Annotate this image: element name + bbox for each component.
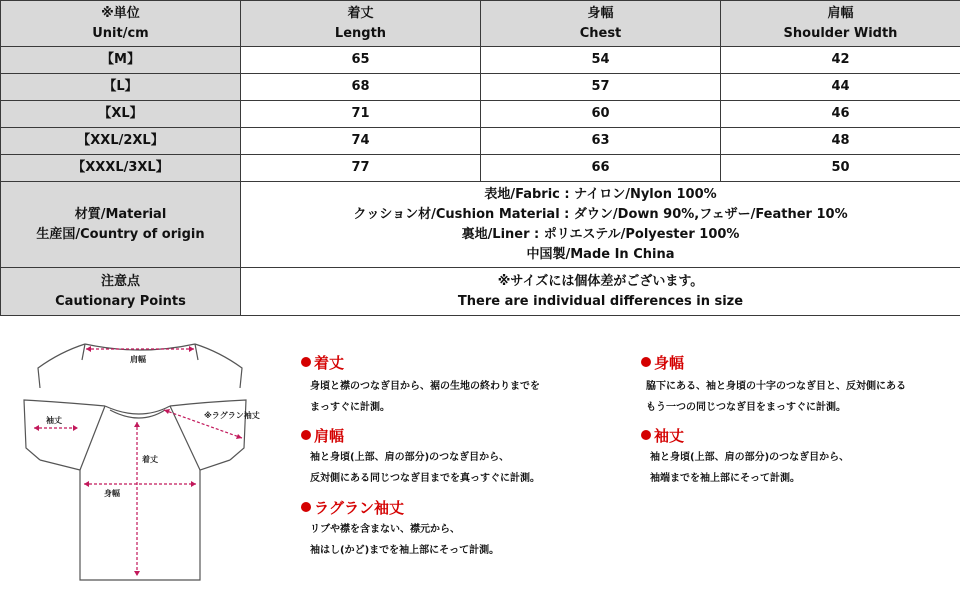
note-shoulder-title — [301, 426, 344, 446]
table-header-row — [1, 1, 960, 47]
material-value-cell — [241, 182, 960, 268]
chest-value: 60 — [481, 101, 721, 128]
caution-label-jp: 注意点 — [101, 274, 140, 289]
table-row — [1, 128, 960, 155]
material-label-cell — [1, 182, 241, 268]
material-label: 材質/Material — [75, 207, 167, 222]
liner-line: 裏地/Liner : ポリエステル/Polyester 100% — [462, 227, 740, 242]
chest-header-cell — [481, 1, 721, 47]
note-sleeve-title — [641, 426, 684, 446]
note-chest-title-text: 身幅 — [654, 354, 684, 372]
size-cell: 【M】 — [1, 47, 241, 74]
caution-value-cell — [241, 268, 960, 316]
length-value: 77 — [241, 155, 481, 182]
garment-diagram — [0, 330, 290, 600]
shoulder-value: 42 — [721, 47, 960, 74]
note-shoulder-line: 袖と身頃(上部、肩の部分)のつなぎ目から、 — [310, 451, 509, 465]
unit-label-jp: ※単位 — [101, 6, 140, 21]
chest-label-en: Chest — [580, 26, 622, 41]
note-raglan-title-text: ラグラン袖丈 — [314, 499, 404, 517]
origin-line: 中国製/Made In China — [526, 247, 674, 262]
note-sleeve-line: 袖と身頃(上部、肩の部分)のつなぎ目から、 — [650, 451, 849, 465]
chest-value: 63 — [481, 128, 721, 155]
length-label-en: Length — [335, 26, 386, 41]
diagram-sleeve-label: 袖丈 — [46, 415, 62, 426]
fabric-line: 表地/Fabric : ナイロン/Nylon 100% — [484, 187, 716, 202]
note-chest-line: 脇下にある、袖と身頃の十字のつなぎ目と、反対側にある — [646, 380, 906, 394]
shoulder-label-en: Shoulder Width — [784, 26, 898, 41]
note-length-line: 身頃と襟のつなぎ目から、裾の生地の終わりまでを — [310, 380, 540, 394]
chest-value: 66 — [481, 155, 721, 182]
table-row — [1, 155, 960, 182]
note-sleeve-line: 袖端までを袖上部にそって計測。 — [650, 472, 800, 486]
origin-label: 生産国/Country of origin — [36, 227, 204, 242]
bullet-dot-icon — [641, 430, 651, 440]
unit-label-en: Unit/cm — [92, 26, 148, 41]
table-row — [1, 74, 960, 101]
note-length-title-text: 着丈 — [314, 354, 344, 372]
chest-value: 54 — [481, 47, 721, 74]
note-raglan-title — [301, 498, 404, 518]
note-chest-title — [641, 353, 684, 373]
note-sleeve-title-text: 袖丈 — [654, 427, 684, 445]
material-row — [1, 182, 960, 268]
shoulder-value: 50 — [721, 155, 960, 182]
table-row — [1, 47, 960, 74]
shoulder-value: 46 — [721, 101, 960, 128]
note-chest-line: もう一つの同じつなぎ目をまっすぐに計測。 — [646, 401, 846, 415]
unit-header-cell — [1, 1, 241, 47]
diagram-shoulder-label: 肩幅 — [130, 354, 146, 365]
length-value: 71 — [241, 101, 481, 128]
cushion-line: クッション材/Cushion Material : ダウン/Down 90%,フェザー/Feather 10% — [353, 207, 847, 222]
note-shoulder-title-text: 肩幅 — [314, 427, 344, 445]
bullet-dot-icon — [301, 502, 311, 512]
size-cell: 【XL】 — [1, 101, 241, 128]
shoulder-value: 44 — [721, 74, 960, 101]
note-length-line: まっすぐに計測。 — [310, 401, 390, 415]
length-value: 74 — [241, 128, 481, 155]
length-value: 68 — [241, 74, 481, 101]
measurement-diagram — [0, 330, 290, 600]
caution-line-jp: ※サイズには個体差がございます。 — [498, 274, 704, 289]
size-cell: 【XXXL/3XL】 — [1, 155, 241, 182]
shoulder-label-jp: 肩幅 — [827, 6, 853, 21]
shoulder-value: 48 — [721, 128, 960, 155]
diagram-raglan-label: ※ラグラン袖丈 — [204, 410, 260, 421]
note-raglan-line: リブや襟を含まない、襟元から、 — [310, 523, 460, 537]
table-row — [1, 101, 960, 128]
diagram-chest-label: 身幅 — [104, 488, 120, 499]
chest-value: 57 — [481, 74, 721, 101]
caution-line-en: There are individual differences in size — [458, 294, 743, 309]
bullet-dot-icon — [641, 357, 651, 367]
diagram-length-label: 着丈 — [142, 454, 158, 465]
caution-label-en: Cautionary Points — [55, 294, 186, 309]
note-shoulder-line: 反対側にある同じつなぎ目までを真っすぐに計測。 — [310, 472, 540, 486]
note-raglan-line: 袖はし(かど)までを袖上部にそって計測。 — [310, 544, 499, 558]
size-cell: 【XXL/2XL】 — [1, 128, 241, 155]
note-length-title — [301, 353, 344, 373]
caution-row — [1, 268, 960, 316]
chest-label-jp: 身幅 — [587, 6, 613, 21]
size-cell: 【L】 — [1, 74, 241, 101]
shoulder-header-cell — [721, 1, 960, 47]
bullet-dot-icon — [301, 430, 311, 440]
length-label-jp: 着丈 — [347, 6, 373, 21]
caution-label-cell — [1, 268, 241, 316]
bullet-dot-icon — [301, 357, 311, 367]
length-value: 65 — [241, 47, 481, 74]
length-header-cell — [241, 1, 481, 47]
